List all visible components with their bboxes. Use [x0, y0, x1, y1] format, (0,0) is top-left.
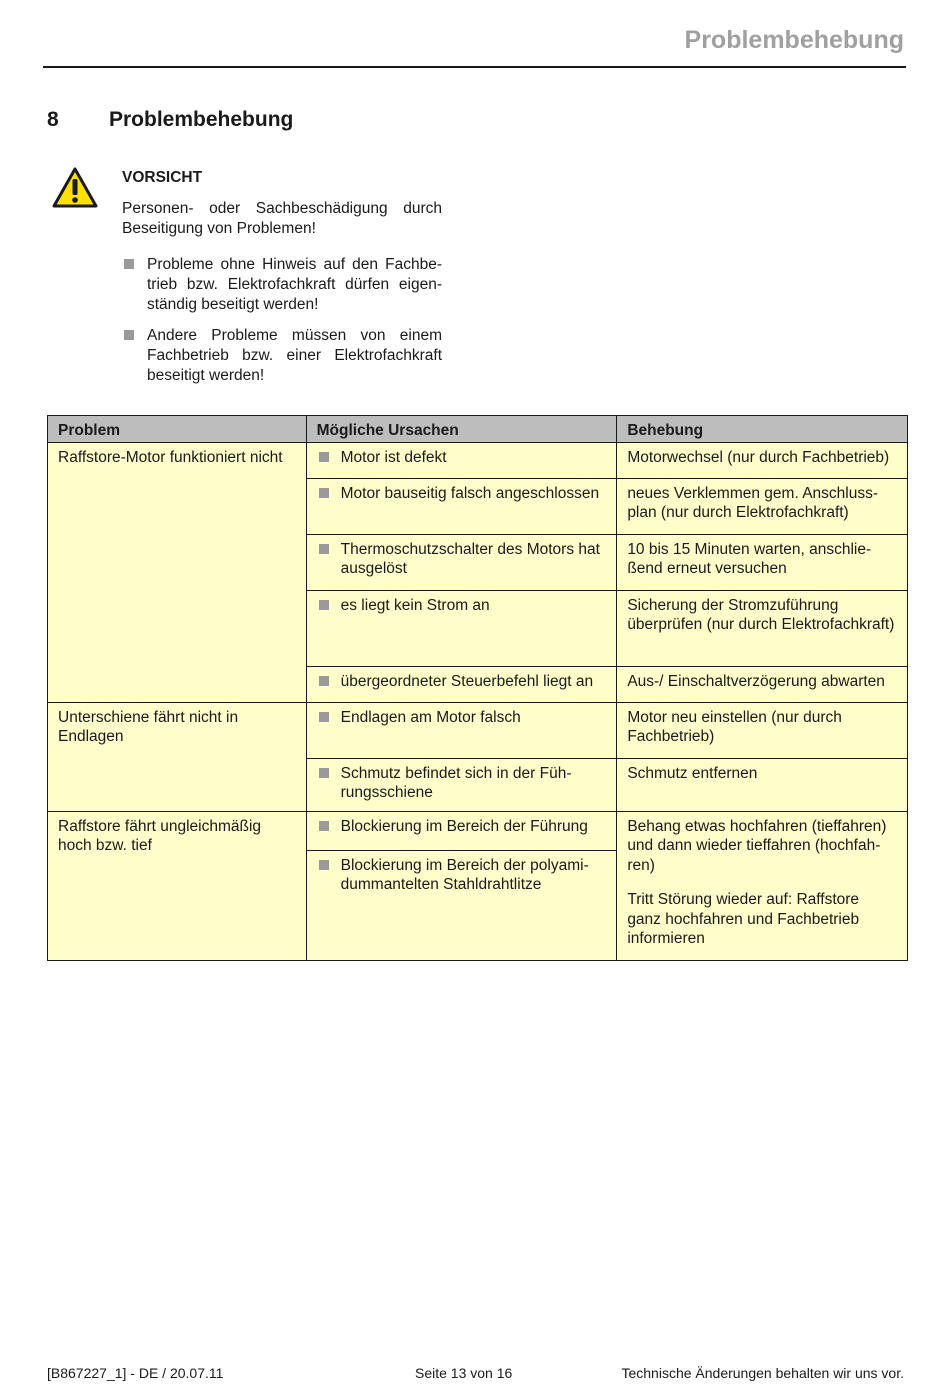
fix-cell	[617, 811, 908, 960]
caution-item	[122, 255, 442, 315]
running-header-title: Problembehebung	[684, 26, 904, 54]
table-header-row	[48, 416, 908, 443]
bullet-square-icon	[319, 768, 329, 778]
fix-cell: neues Verklemmen gem. Anschlussplan (nur durch Elektrofachkraft)	[617, 478, 908, 534]
table-row	[48, 442, 908, 478]
bullet-square-icon	[319, 676, 329, 686]
caution-box	[122, 168, 442, 397]
bullet-square-icon	[124, 259, 134, 269]
warning-triangle-icon	[52, 167, 98, 208]
cause-text: Blockierung im Bereich der Führung	[340, 817, 588, 835]
problem-cell: Raffstore-Motor funktioniert nicht	[48, 442, 307, 702]
cause-text: Blockierung im Bereich der polyamidummantelten Stahldrahtlitze	[340, 856, 589, 893]
cause-text: Motor bauseitig falsch angeschlossen	[340, 484, 600, 502]
cause-cell	[306, 478, 617, 534]
troubleshooting-table	[47, 415, 908, 961]
cause-text: übergeordneter Steuerbefehl liegt an	[340, 672, 594, 690]
problem-cell: Raffstore fährt ungleichmäßig hoch bzw. tief	[48, 811, 307, 960]
chapter-title: Problembehebung	[109, 108, 294, 131]
cause-text: es liegt kein Strom an	[340, 596, 490, 614]
bullet-square-icon	[319, 544, 329, 554]
problem-cell: Unterschiene fährt nicht in Endlagen	[48, 702, 307, 811]
column-header-problem: Problem	[48, 416, 307, 443]
bullet-square-icon	[319, 712, 329, 722]
chapter-heading	[47, 108, 293, 132]
bullet-square-icon	[319, 488, 329, 498]
cause-text: Endlagen am Motor falsch	[340, 708, 521, 726]
fix-cell: Aus-/ Einschaltverzögerung abwarten	[617, 666, 908, 702]
cause-cell	[306, 666, 617, 702]
footer-page-number: Seite 13 von 16	[415, 1365, 513, 1381]
bullet-square-icon	[319, 821, 329, 831]
fix-paragraph: Tritt Störung wieder auf: Raffstore ganz hochfahren und Fachbetrieb informieren	[627, 891, 860, 947]
caution-title: VORSICHT	[122, 169, 203, 186]
cause-cell	[306, 442, 617, 478]
fix-cell: 10 bis 15 Minuten warten, anschließend erneut versuchen	[617, 534, 908, 590]
header-rule	[43, 66, 906, 68]
fix-cell: Schmutz entfernen	[617, 758, 908, 811]
caution-item	[122, 326, 442, 386]
cause-cell	[306, 811, 617, 850]
table-row	[48, 811, 908, 850]
cause-cell	[306, 534, 617, 590]
bullet-square-icon	[319, 860, 329, 870]
caution-item-text: Probleme ohne Hinweis auf den Fachbetrieb bzw. Elektrofachkraft dürfen eigenständig beseitigt werden!	[147, 256, 442, 313]
caution-text: Personen- oder Sachbeschädigung durch Beseitigung von Problemen!	[122, 200, 442, 237]
bullet-square-icon	[319, 452, 329, 462]
footer-note: Technische Änderungen behalten wir uns vor.	[621, 1365, 904, 1381]
table-row	[48, 702, 908, 758]
fix-paragraph: Behang etwas hochfahren (tieffahren) und dann wieder tieffahren (hochfahren)	[627, 817, 887, 874]
cause-cell	[306, 590, 617, 666]
fix-cell: Motor neu einstellen (nur durch Fachbetrieb)	[617, 702, 908, 758]
bullet-square-icon	[319, 600, 329, 610]
footer-doc-id: [B867227_1] - DE / 20.07.11	[47, 1365, 224, 1381]
fix-cell: Motorwechsel (nur durch Fachbetrieb)	[617, 442, 908, 478]
column-header-fix: Behebung	[617, 416, 908, 443]
caution-item-text: Andere Probleme müssen von einem Fachbetrieb bzw. einer Elektrofachkraft beseitigt werden!	[147, 327, 442, 384]
cause-cell	[306, 758, 617, 811]
cause-cell	[306, 850, 617, 960]
cause-text: Thermoschutzschalter des Motors hat ausgelöst	[340, 540, 600, 577]
cause-text: Schmutz befindet sich in der Führungsschiene	[340, 764, 572, 801]
bullet-square-icon	[124, 330, 134, 340]
cause-cell	[306, 702, 617, 758]
column-header-causes: Mögliche Ursachen	[306, 416, 617, 443]
fix-cell: Sicherung der Stromzuführung überprüfen (nur durch Elektrofachkraft)	[617, 590, 908, 666]
caution-list	[122, 255, 442, 386]
cause-text: Motor ist defekt	[340, 448, 447, 466]
chapter-number: 8	[47, 108, 59, 131]
